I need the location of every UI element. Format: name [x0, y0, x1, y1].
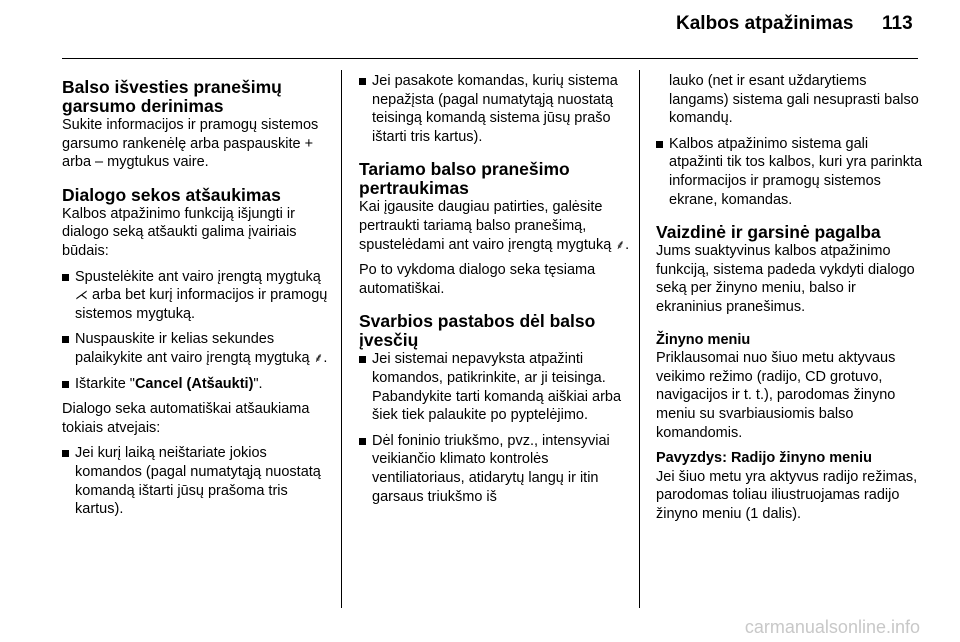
subheading-help-menu: Žinyno meniu [656, 331, 751, 348]
bullet-marker [656, 141, 663, 148]
header-divider [62, 58, 918, 59]
column-1 [62, 78, 332, 526]
bullet-text: arba bet kurį informacijos ir pramogų sistemos mygtuką. [75, 287, 328, 322]
paragraph: Jei šiuo metu yra aktyvus radijo režimas, parodomas toliau iliustruojamas radijo žinyno meniu (1 dalis). [656, 468, 918, 522]
watermark: carmanualsonline.info [744, 617, 920, 637]
bullet-text: Kalbos atpažinimo sistema gali atpažinti tik tos kalbos, kuri yra parinkta informacijos ir pramogų sistemos ekrane, komandas. [669, 135, 923, 208]
bullet-item [62, 375, 332, 394]
paragraph: lauko (net ir esant uždarytiems langams) sistema gali nesuprasti balso komandų. [669, 73, 919, 127]
bullet-text: Jei sistemai nepavyksta atpažinti komandos, patikrinkite, ar ji teisinga. Pabandykite tarti komandą aiškiai arba šiek tiek palaukite po pyptelėjimo. [372, 351, 622, 424]
bullet-item [62, 268, 332, 324]
voice-talk-icon: ⸙ [313, 349, 324, 365]
bullet-item [656, 135, 924, 209]
bullet-text: Spustelėkite ant vairo įrengtą mygtuką [75, 268, 321, 285]
bullet-text: Jei pasakote komandas, kurių sistema nepažįsta (pagal numatytąją nuostatą teisingą komandą sistema jūsų prašo ištarti tris kartus). [372, 73, 618, 145]
section-heading-volume: Balso išvesties pranešimų garsumo derinimas [62, 77, 282, 116]
section-heading-cancel: Dialogo sekos atšaukimas [62, 184, 281, 205]
bullet-marker [359, 356, 366, 363]
bullet-item: Nuspauskite ir kelias sekundes palaikykite ant vairo įrengtą mygtuką ⸙. [62, 330, 332, 367]
paragraph: Dialogo seka automatiškai atšaukiama tokiais atvejais: [62, 401, 310, 436]
section-heading-help: Vaizdinė ir garsinė pagalba [656, 222, 881, 243]
bullet-marker [62, 381, 69, 388]
column-divider-2 [639, 70, 640, 608]
paragraph: Jums suaktyvinus kalbos atpažinimo funkciją, sistema padeda vykdyti dialogo seką per žinyno meniu, balso ir ekraninius pranešimus. [656, 243, 915, 315]
page-number: 113 [882, 13, 913, 34]
paragraph: Kalbos atpažinimo funkciją išjungti ir dialogo seką atšaukti galima įvairiais būdais: [62, 205, 297, 259]
section-heading-interrupt: Tariamo balso pranešimo pertraukimas [359, 159, 570, 199]
bullet-text: Nuspauskite ir kelias sekundes palaikykite ant vairo įrengtą mygtuką [75, 331, 310, 366]
hang-up-icon: ⋌ [75, 287, 88, 303]
bullet-text: ". [253, 375, 263, 392]
bullet-item [359, 350, 631, 424]
bullet-item [62, 444, 332, 518]
paragraph: Kai įgausite daugiau patirties, galėsite pertraukti tariamą balso pranešimą, spustelėdami ant vairo įrengtą mygtuką ⸙. [359, 199, 630, 253]
paragraph: Sukite informacijos ir pramogų sistemos garsumo rankenėlę arba paspauskite + arba – mygtukus vaire. [62, 117, 319, 171]
subheading-example: Pavyzdys: Radijo žinyno meniu [656, 450, 872, 467]
paragraph: Priklausomai nuo šiuo metu aktyvaus veikimo režimo (radijo, CD grotuvo, navigacijos ir t. t.), parodomas žinyno meniu su svarbiausiomis balso komandomis. [656, 350, 896, 441]
column-2 [359, 72, 631, 513]
bullet-marker [359, 438, 366, 445]
column-3 [656, 72, 924, 530]
bullet-marker [359, 78, 366, 85]
command-label: Cancel (Atšaukti) [134, 375, 254, 392]
bullet-marker [62, 450, 69, 457]
column-divider-1 [341, 70, 342, 608]
bullet-text: Jei kurį laiką neištariate jokios komandos (pagal numatytąją nuostatą komandą ištarti jūsų prašoma tris kartus). [75, 445, 321, 518]
paragraph-text: Kai įgausite daugiau patirties, galėsite pertraukti tariamą balso pranešimą, spustelėdami ant vairo įrengtą mygtuką [359, 199, 612, 253]
section-heading-notes: Svarbios pastabos dėl balso įvesčių [359, 311, 596, 351]
paragraph: Po to vykdoma dialogo seka tęsiama automatiškai. [359, 262, 596, 297]
voice-talk-icon: ⸙ [615, 236, 626, 252]
bullet-marker [62, 274, 69, 281]
bullet-text: Ištarkite " [75, 375, 135, 392]
bullet-text: Dėl foninio triukšmo, pvz., intensyviai veikiančio klimato kontrolės ventiliatoriaus, atidarytų langų ir itin garsaus triukšmo iš [372, 432, 610, 505]
bullet-item [359, 432, 631, 506]
bullet-item [359, 72, 631, 146]
page-header-title: Kalbos atpažinimas [676, 13, 854, 34]
bullet-marker [62, 336, 69, 343]
